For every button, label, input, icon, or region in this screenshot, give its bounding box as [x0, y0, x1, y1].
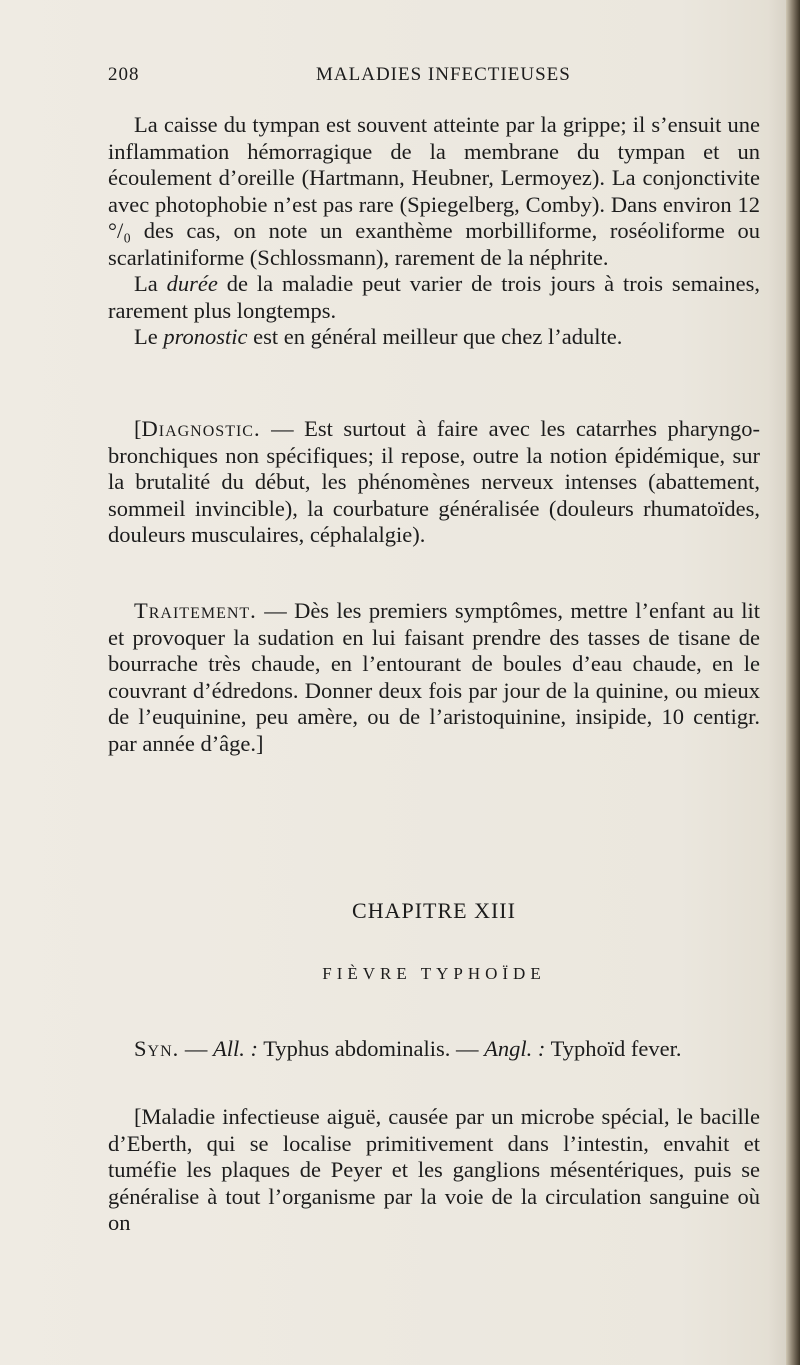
- traitement-section: [108, 598, 760, 757]
- paragraph-complications: La caisse du tympan est souvent atteinte par la grippe; il s’ensuit une inflammation hémorragique de la membrane du tympan et un écoulement d’oreille (Hartmann, Heubner, Lermoyez). La conjonctivite avec photophobie n’est pas rare (Spiegelberg, Comby). Dans environ 12 °/₀ des cas, on note un exanthème morbilliforme, roséoliforme ou scarlatiniforme (Schlossmann), rarement de la néphrite.: [108, 112, 760, 270]
- diagnostic-section: [108, 416, 760, 549]
- definition-section: [108, 1104, 760, 1237]
- chapter-subtitle: FIÈVRE TYPHOÏDE: [322, 964, 546, 983]
- page-edge: [786, 0, 800, 1365]
- all-label: All. :: [213, 1036, 258, 1061]
- running-title: MALADIES INFECTIEUSES: [316, 64, 571, 85]
- emphasis-duree: durée: [166, 271, 218, 296]
- diagnostic-heading: Diagnostic.: [141, 416, 261, 441]
- paragraph-pronostic: Le pronostic est en général meilleur que chez l’adulte.: [134, 324, 623, 349]
- paragraph-definition: [Maladie infectieuse aiguë, causée par un microbe spécial, le bacille d’Eberth, qui se localise primitivement dans l’intestin, envahit et tuméfie les plaques de Peyer et les ganglions mésentériques, puis se généralise à tout l’organisme par la voie de la circulation sanguine où on: [108, 1104, 760, 1235]
- emphasis-pronostic: pronostic: [163, 324, 248, 349]
- traitement-heading: Traitement.: [134, 598, 257, 623]
- paragraph-synonyms: Syn. — All. : Typhus abdominalis. — Angl. : Typhoïd fever.: [134, 1036, 682, 1061]
- chapter-title: CHAPITRE XIII: [352, 898, 516, 923]
- paragraph-traitement: Traitement. — Dès les premiers symptômes, mettre l’enfant au lit et provoquer la sudation en lui faisant prendre des tasses de tisane de bourrache très chaude, en l’entourant de boules d’eau chaude, en le couvrant d’édredons. Donner deux fois par jour de la quinine, ou mieux de l’euquinine, peu amère, ou de l’aristoquinine, insipide, 10 centigr. par année d’âge.]: [108, 598, 760, 756]
- running-header: [108, 64, 760, 94]
- synonyms-section: [108, 1036, 760, 1063]
- page-number: 208: [108, 64, 140, 85]
- syn-label: Syn.: [134, 1036, 180, 1061]
- paragraph-diagnostic: [Diagnostic. — Est surtout à faire avec les catarrhes pharyngo-bronchiques non spécifiques; il repose, outre la notion épidémique, sur la brutalité du début, les phénomènes nerveux intenses (abattement, sommeil invincible), la courbature généralisée (douleurs rhumatoïdes, douleurs musculaires, céphalalgie).: [108, 416, 760, 547]
- angl-label: Angl. :: [484, 1036, 546, 1061]
- paragraph-duree: La durée de la maladie peut varier de trois jours à trois semaines, rarement plus longtemps.: [108, 271, 760, 323]
- grippe-complications-section: [108, 112, 760, 351]
